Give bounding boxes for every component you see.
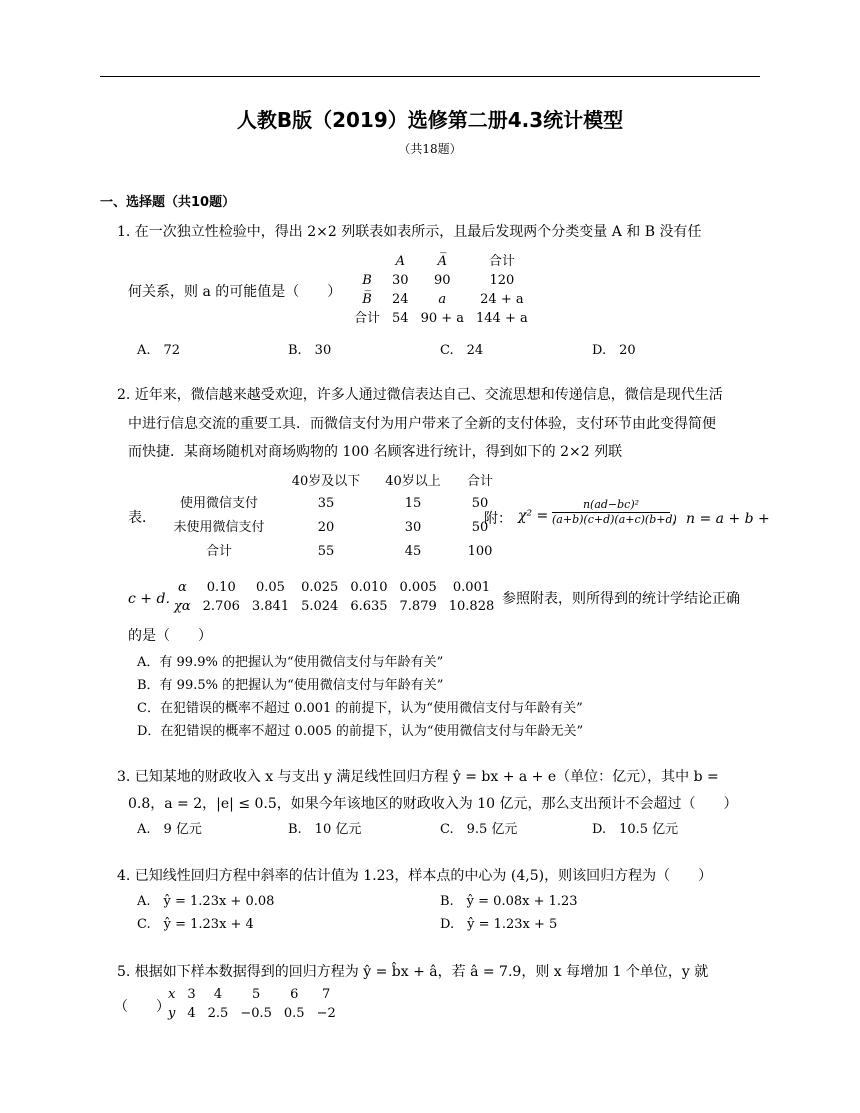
q4-option-b[interactable]: B. ŷ = 0.08x + 1.23 — [440, 894, 578, 909]
page-title: 人教B版（2019）选修第二册4.3统计模型 — [236, 108, 624, 132]
q3-option-a[interactable]: A. 9 亿元 — [137, 822, 202, 837]
table-cell: 0.005 — [399, 580, 437, 595]
table-cell: 15 — [404, 495, 422, 511]
table-cell: 90 + a — [420, 311, 465, 326]
table-cell: a — [438, 292, 447, 307]
table-cell: 3 — [187, 987, 196, 1002]
table-row — [162, 1004, 342, 1023]
table-cell: 100 — [467, 543, 493, 559]
q1-contingency-table — [348, 252, 534, 328]
table-cell: 40岁以上 — [385, 474, 441, 489]
q3-option-c[interactable]: C. 9.5 亿元 — [440, 822, 518, 837]
q2-line1: 2. 近年来，微信越来越受欢迎，许多人通过微信表达自己、交流思想和传递信息，微信是现代生活 — [117, 387, 723, 403]
q4-option-d[interactable]: D. ŷ = 1.23x + 5 — [440, 917, 558, 932]
q1-option-a[interactable]: A. 72 — [137, 343, 181, 358]
table-cell: 30 — [392, 273, 409, 288]
q1-line1: 1. 在一次独立性检验中，得出 2×2 列联表如表所示，且最后发现两个分类变量 A 和 B 没有任 — [117, 224, 702, 240]
table-row — [348, 309, 534, 328]
q4-option-c[interactable]: C. ŷ = 1.23x + 4 — [137, 917, 254, 932]
table-row — [348, 271, 534, 290]
section-heading: 一、选择题（共10题） — [100, 195, 236, 210]
table-cell: B̅ — [362, 292, 372, 307]
q5-bracket: （ ） — [114, 999, 170, 1015]
q2-option-a[interactable]: A．有 99.9% 的把握认为“使用微信支付与年龄有关” — [137, 655, 444, 670]
q2-contingency-table — [158, 472, 506, 563]
q2-line5-suffix: 参照附表，则所得到的统计学结论正确 — [502, 591, 740, 607]
table-cell: 50 — [471, 495, 489, 511]
table-cell — [158, 472, 280, 491]
q4-option-a[interactable]: A. ŷ = 1.23x + 0.08 — [137, 894, 275, 909]
q2-formula-lhs: χ² = — [518, 508, 549, 524]
table-cell: 2.5 — [207, 1006, 229, 1021]
q2-line5-prefix: c + d． — [128, 591, 180, 607]
table-cell: 4 — [213, 987, 223, 1002]
table-cell: 24 — [392, 292, 409, 307]
table-cell: χα — [174, 599, 191, 614]
table-cell: 7.879 — [399, 599, 437, 614]
table-cell: B — [362, 273, 372, 288]
q2-formula-fraction — [552, 498, 677, 526]
table-cell: x — [168, 987, 176, 1002]
table-row — [348, 252, 534, 271]
q5-line1: 5. 根据如下样本数据得到的回归方程为 ŷ = b̂x + â，若 â = 7.9，则 x 每增加 1 个单位，y 就 — [117, 964, 709, 980]
table-row — [158, 472, 506, 491]
table-cell: 40岁及以下 — [291, 474, 361, 489]
q1-option-d[interactable]: D. 20 — [592, 343, 636, 358]
table-cell: 7 — [322, 987, 331, 1002]
table-cell: A̅ — [437, 254, 447, 269]
table-cell: 3.841 — [251, 599, 290, 614]
q3-option-b[interactable]: B. 10 亿元 — [288, 822, 362, 837]
table-cell: 合计 — [466, 474, 493, 489]
table-cell: 0.05 — [256, 580, 285, 595]
table-row — [348, 290, 534, 309]
table-cell: y — [168, 1006, 176, 1021]
table-cell: 50 — [471, 519, 489, 535]
q2-formula-numerator: n(ad−bc)² — [552, 498, 670, 513]
table-cell: −2 — [316, 1006, 336, 1021]
table-cell: 30 — [404, 519, 422, 535]
q2-formula-denominator: (a+b)(c+d)(a+c)(b+d) — [552, 513, 677, 526]
table-cell: 未使用微信支付 — [173, 519, 265, 535]
table-row — [162, 985, 342, 1004]
q2-table-prefix: 表． — [128, 510, 156, 526]
q2-formula-tail: ，n = a + b + — [672, 511, 770, 527]
table-cell: 35 — [317, 495, 335, 511]
table-row — [158, 539, 506, 563]
q2-option-c[interactable]: C．在犯错误的概率不超过 0.001 的前提下，认为“使用微信支付与年龄有关” — [137, 701, 583, 716]
q4-line1: 4. 已知线性回归方程中斜率的估计值为 1.23，样本点的中心为 (4,5)，则该回归方程为（ ） — [117, 868, 713, 884]
table-cell: −0.5 — [240, 1006, 272, 1021]
q1-line2: 何关系，则 a 的可能值是（ ） — [128, 284, 342, 300]
table-cell: 合计 — [488, 254, 515, 269]
header-rule — [100, 76, 760, 77]
table-cell: 54 — [392, 311, 409, 326]
table-cell: 0.001 — [452, 580, 491, 595]
table-cell: 合计 — [354, 311, 381, 326]
table-cell: 45 — [404, 543, 422, 559]
table-row — [158, 515, 506, 539]
table-cell: 6 — [290, 987, 299, 1002]
table-cell: 5 — [251, 987, 261, 1002]
table-cell: 合计 — [205, 543, 232, 559]
table-cell: 20 — [317, 519, 335, 535]
table-cell: A — [395, 254, 405, 269]
q2-appendix-label: 附： — [484, 511, 512, 527]
q1-option-b[interactable]: B. 30 — [288, 343, 332, 358]
table-cell: 6.635 — [350, 599, 388, 614]
q3-line2: 0.8，a = 2，|e| ≤ 0.5，如果今年该地区的财政收入为 10 亿元，那么支出预计不会超过（ ） — [128, 796, 738, 812]
table-row — [158, 491, 506, 515]
table-cell: 0.010 — [350, 580, 388, 595]
page-subtitle: （共18题） — [398, 142, 462, 156]
table-cell: 55 — [317, 543, 335, 559]
q2-line2: 中进行信息交流的重要工具．而微信支付为用户带来了全新的支付体验，支付环节由此变得简便 — [128, 416, 716, 432]
q2-option-d[interactable]: D．在犯错误的概率不超过 0.005 的前提下，认为“使用微信支付与年龄无关” — [137, 724, 584, 739]
table-cell: 24 + a — [480, 292, 524, 307]
table-cell: 0.10 — [206, 580, 236, 595]
q2-option-b[interactable]: B．有 99.5% 的把握认为“使用微信支付与年龄有关” — [137, 678, 444, 693]
table-cell: 0.025 — [301, 580, 339, 595]
table-cell: 90 — [434, 273, 451, 288]
q3-option-d[interactable]: D. 10.5 亿元 — [592, 822, 679, 837]
q1-option-c[interactable]: C. 24 — [440, 343, 484, 358]
table-cell: 4 — [187, 1006, 196, 1021]
table-row — [168, 578, 500, 597]
table-cell: 2.706 — [202, 599, 240, 614]
q3-line1: 3. 已知某地的财政收入 x 与支出 y 满足线性回归方程 ŷ = bx + a + e（单位：亿元），其中 b = — [117, 769, 719, 785]
q5-data-table — [162, 985, 342, 1023]
table-cell: 0.5 — [283, 1006, 305, 1021]
q2-line3: 而快捷．某商场随机对商场购物的 100 名顾客进行统计，得到如下的 2×2 列联 — [128, 444, 623, 460]
table-cell: 144 + a — [476, 311, 528, 326]
table-row — [168, 597, 500, 616]
table-cell: 10.828 — [448, 599, 495, 614]
table-cell: α — [177, 580, 187, 595]
table-cell: 5.024 — [301, 599, 339, 614]
table-cell: 使用微信支付 — [179, 495, 258, 511]
q2-line6: 的是（ ） — [128, 628, 212, 644]
q2-alpha-table — [168, 578, 500, 616]
table-cell: 120 — [489, 273, 515, 288]
